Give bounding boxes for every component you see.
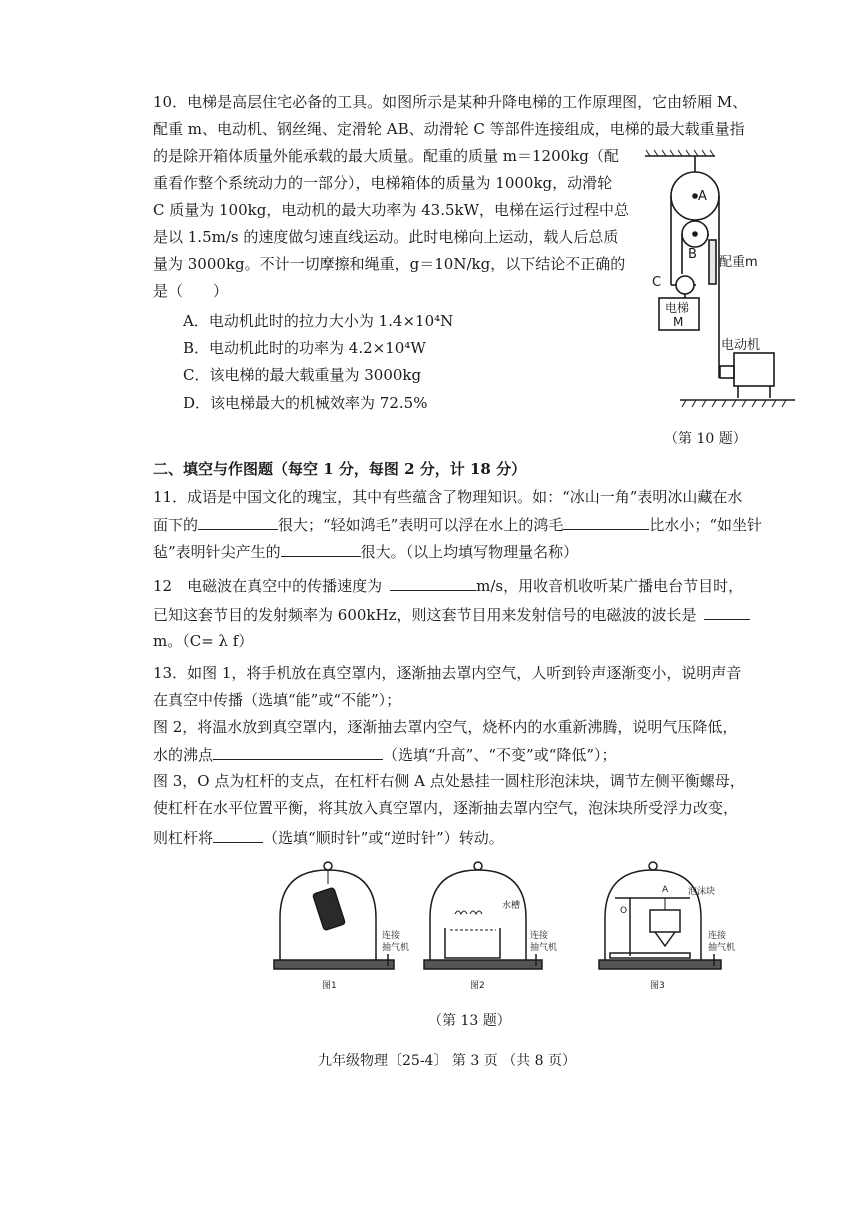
q13-line-5: 图 3，O 点为杠杆的支点，在杠杆右侧 A 点处悬挂一圆柱形泡沫块，调节左侧平衡螺母， xyxy=(153,772,745,790)
q13-line-3: 图 2，将温水放到真空罩内，逐渐抽去罩内空气，烧杯内的水重新沸腾，说明气压降低， xyxy=(153,718,738,736)
page-footer: 九年级物理〔25-4〕 第 3 页 （共 8 页） xyxy=(318,1053,576,1069)
fig3-point-a: A xyxy=(662,885,669,895)
q13-text-b: （选填“升高”、“不变”或“降低”）； xyxy=(383,746,617,764)
q10-line-2: 配重 m、电动机、钢丝绳、定滑轮 AB、动滑轮 C 等部件连接组成，电梯的最大载重量指 xyxy=(153,120,745,138)
counterweight-label: 配重m xyxy=(719,255,758,270)
q10-line-4: 重看作整个系统动力的一部分），电梯箱体的质量为 1000kg，动滑轮 xyxy=(153,174,613,192)
q12-line-2 xyxy=(153,603,750,626)
q12-text-a: 12 电磁波在真空中的传播速度为 xyxy=(153,577,383,595)
fig1-label: 图1 xyxy=(322,981,337,991)
q10-line-3: 的是除开箱体质量外能承载的最大质量。配重的质量 m＝1200kg（配 xyxy=(153,147,619,165)
q10-line-1: 10．电梯是高层住宅必备的工具。如图所示是某种升降电梯的工作原理图，它由轿厢 M、 xyxy=(153,93,748,111)
q10-figure-caption: （第 10 题） xyxy=(664,431,747,447)
q12-line-1 xyxy=(153,574,743,597)
section-heading: 二、填空与作图题（每空 1 分，每图 2 分，计 18 分） xyxy=(153,460,527,478)
car-label-1: 电梯 xyxy=(665,301,690,315)
q13-text-a: 水的沸点 xyxy=(153,746,214,764)
q10-line-8: 是（ ） xyxy=(153,282,229,300)
q11-text-d: 毡”表明针尖产生的 xyxy=(153,543,281,561)
fig1-connect-2: 抽气机 xyxy=(382,943,410,953)
q13-text-c: 则杠杆将 xyxy=(153,829,214,847)
q11-blank-1[interactable] xyxy=(198,513,278,530)
fig2-connect-2: 抽气机 xyxy=(530,943,558,953)
q11-text-b: 很大；“轻如鸿毛”表明可以浮在水上的鸿毛 xyxy=(278,516,564,534)
pulley-c-label: C xyxy=(652,275,662,290)
q11-text-a: 面下的 xyxy=(153,516,199,534)
fig3-label: 图3 xyxy=(650,981,665,991)
q11-text-e: 很大。（以上均填写物理量名称） xyxy=(360,543,579,561)
car-label-2: M xyxy=(673,315,684,329)
q11-line-3 xyxy=(153,540,578,563)
q10-option-b: B．电动机此时的功率为 4.2×10⁴W xyxy=(183,339,426,357)
q10-option-d: D．该电梯最大的机械效率为 72.5% xyxy=(183,394,428,412)
fig2-label: 图2 xyxy=(470,981,485,991)
q13-text-d: （选填“顺时针”或“逆时针”）转动。 xyxy=(263,829,504,847)
q12-blank-1[interactable] xyxy=(390,574,476,591)
fig3-connect-2: 抽气机 xyxy=(708,943,736,953)
q13-figure-caption: （第 13 题） xyxy=(428,1013,511,1029)
q10-option-a: A．电动机此时的拉力大小为 1.4×10⁴N xyxy=(183,312,454,330)
q13-blank-1[interactable] xyxy=(213,743,383,760)
q11-blank-3[interactable] xyxy=(281,540,361,557)
q12-line-3: m。（C= λ f） xyxy=(153,632,254,650)
vacuum-bell-figures xyxy=(270,858,750,998)
q13-line-2: 在真空中传播（选填“能”或“不能”）； xyxy=(153,691,402,709)
q11-text-c: 比水小；“如坐针 xyxy=(649,516,763,534)
q12-text-b: m/s，用收音机收听某广播电台节目时， xyxy=(476,577,744,595)
fig3-point-o: O xyxy=(620,906,628,916)
q13-line-6: 使杠杆在水平位置平衡，将其放入真空罩内，逐渐抽去罩内空气，泡沫块所受浮力改变， xyxy=(153,799,739,817)
q13-line-4 xyxy=(153,743,617,766)
fig2-water-tank: 水槽 xyxy=(502,901,521,911)
q10-line-5: C 质量为 100kg，电动机的最大功率为 43.5kW，电梯在运行过程中总 xyxy=(153,201,630,219)
pulley-a-label: A xyxy=(698,189,707,204)
q10-option-c: C．该电梯的最大载重量为 3000kg xyxy=(183,366,422,384)
fig1-connect-1: 连接 xyxy=(382,931,401,941)
fig3-connect-1: 连接 xyxy=(708,931,727,941)
q11-line-1: 11．成语是中国文化的瑰宝，其中有些蕴含了物理知识。如：“冰山一角”表明冰山藏在水 xyxy=(153,488,743,506)
q12-text-c: 已知这套节目的发射频率为 600kHz，则这套节目用来发射信号的电磁波的波长是 xyxy=(153,606,697,624)
q11-blank-2[interactable] xyxy=(563,513,649,530)
fig2-connect-1: 连接 xyxy=(530,931,549,941)
q12-blank-2[interactable] xyxy=(704,603,750,620)
fig3-foam-block: 泡沫块 xyxy=(688,887,716,897)
motor-label: 电动机 xyxy=(721,338,761,353)
pulley-b-label: B xyxy=(688,247,697,262)
q13-line-1: 13．如图 1，将手机放在真空罩内，逐渐抽去罩内空气，人听到铃声逐渐变小，说明声音 xyxy=(153,664,742,682)
q10-line-7: 量为 3000kg。不计一切摩擦和绳重，g＝10N/kg，以下结论不正确的 xyxy=(153,255,626,273)
q13-line-7 xyxy=(153,826,504,849)
q10-line-6: 是以 1.5m/s 的速度做匀速直线运动。此时电梯向上运动，载人后总质 xyxy=(153,228,619,246)
elevator-diagram xyxy=(640,148,800,410)
q13-blank-2[interactable] xyxy=(213,826,263,843)
q11-line-2 xyxy=(153,513,762,536)
